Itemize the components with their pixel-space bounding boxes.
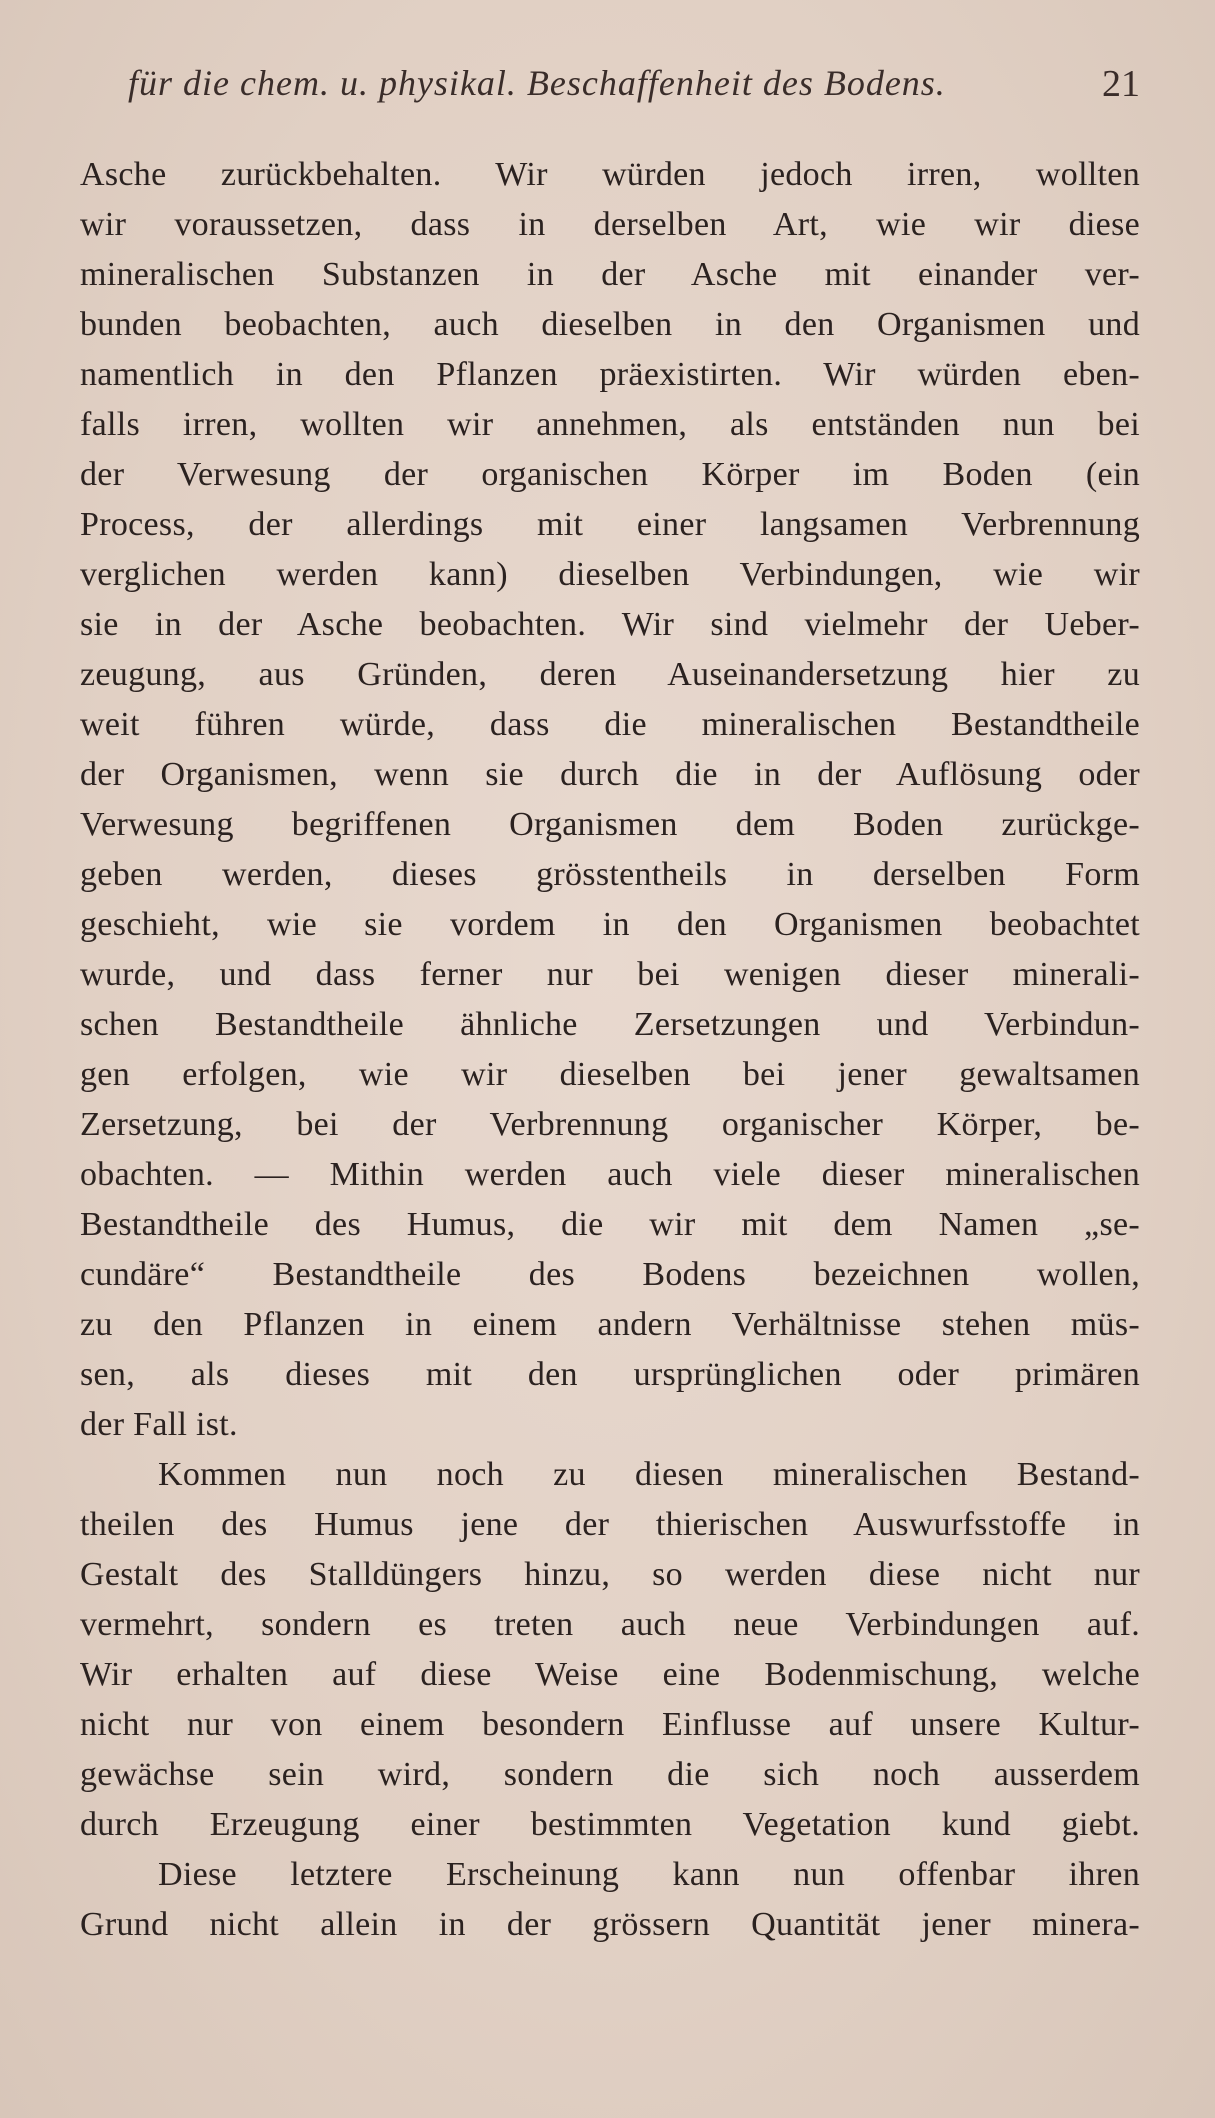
body-text — [80, 150, 1140, 1950]
text-line: Kommen nun noch zu diesen mineralischen Bestand- — [158, 1456, 1140, 1493]
text-line: bunden beobachten, auch dieselben in den Organismen und — [80, 306, 1140, 343]
text-line: obachten. — Mithin werden auch viele dieser mineralischen — [80, 1156, 1140, 1193]
text-line: durch Erzeugung einer bestimmten Vegetation kund giebt. — [80, 1806, 1140, 1843]
text-line: sen, als dieses mit den ursprünglichen oder primären — [80, 1356, 1140, 1393]
text-line: Grund nicht allein in der grössern Quantität jener minera- — [80, 1906, 1140, 1943]
running-title: für die chem. u. physikal. Beschaffenheit des Bodens. — [128, 63, 946, 103]
text-line: wir voraussetzen, dass in derselben Art, wie wir diese — [80, 206, 1140, 243]
text-line: schen Bestandtheile ähnliche Zersetzungen und Verbindun- — [80, 1006, 1140, 1043]
page-number: 21 — [1102, 63, 1140, 105]
page-header — [80, 62, 1140, 122]
text-line: geschieht, wie sie vordem in den Organismen beobachtet — [80, 906, 1140, 943]
text-line: Asche zurückbehalten. Wir würden jedoch irren, wollten — [80, 156, 1140, 193]
text-line: sie in der Asche beobachten. Wir sind vielmehr der Ueber- — [80, 606, 1140, 643]
text-line: verglichen werden kann) dieselben Verbindungen, wie wir — [80, 556, 1140, 593]
text-line: Bestandtheile des Humus, die wir mit dem Namen „se- — [80, 1206, 1140, 1243]
text-line: mineralischen Substanzen in der Asche mit einander ver- — [80, 256, 1140, 293]
text-line: Wir erhalten auf diese Weise eine Bodenmischung, welche — [80, 1656, 1140, 1693]
text-line: Zersetzung, bei der Verbrennung organischer Körper, be- — [80, 1106, 1140, 1143]
text-line: cundäre“ Bestandtheile des Bodens bezeichnen wollen, — [80, 1256, 1140, 1293]
text-line: der Organismen, wenn sie durch die in der Auflösung oder — [80, 756, 1140, 793]
text-line: der Verwesung der organischen Körper im Boden (ein — [80, 456, 1140, 493]
text-line: gen erfolgen, wie wir dieselben bei jener gewaltsamen — [80, 1056, 1140, 1093]
text-line: Process, der allerdings mit einer langsamen Verbrennung — [80, 506, 1140, 543]
text-line: namentlich in den Pflanzen präexistirten. Wir würden eben- — [80, 356, 1140, 393]
text-line: zu den Pflanzen in einem andern Verhältnisse stehen müs- — [80, 1306, 1140, 1343]
text-line: zeugung, aus Gründen, deren Auseinandersetzung hier zu — [80, 656, 1140, 693]
text-line: vermehrt, sondern es treten auch neue Verbindungen auf. — [80, 1606, 1140, 1643]
text-line: geben werden, dieses grösstentheils in derselben Form — [80, 856, 1140, 893]
text-line: theilen des Humus jene der thierischen Auswurfsstoffe in — [80, 1506, 1140, 1543]
text-line: nicht nur von einem besondern Einflusse auf unsere Kultur- — [80, 1706, 1140, 1743]
text-line: wurde, und dass ferner nur bei wenigen dieser minerali- — [80, 956, 1140, 993]
text-line: falls irren, wollten wir annehmen, als entständen nun bei — [80, 406, 1140, 443]
text-line: weit führen würde, dass die mineralischen Bestandtheile — [80, 706, 1140, 743]
text-line: gewächse sein wird, sondern die sich noch ausserdem — [80, 1756, 1140, 1793]
text-line: Verwesung begriffenen Organismen dem Boden zurückge- — [80, 806, 1140, 843]
text-line: Diese letztere Erscheinung kann nun offenbar ihren — [158, 1856, 1140, 1893]
text-line: Gestalt des Stalldüngers hinzu, so werden diese nicht nur — [80, 1556, 1140, 1593]
text-line: der Fall ist. — [80, 1406, 238, 1443]
